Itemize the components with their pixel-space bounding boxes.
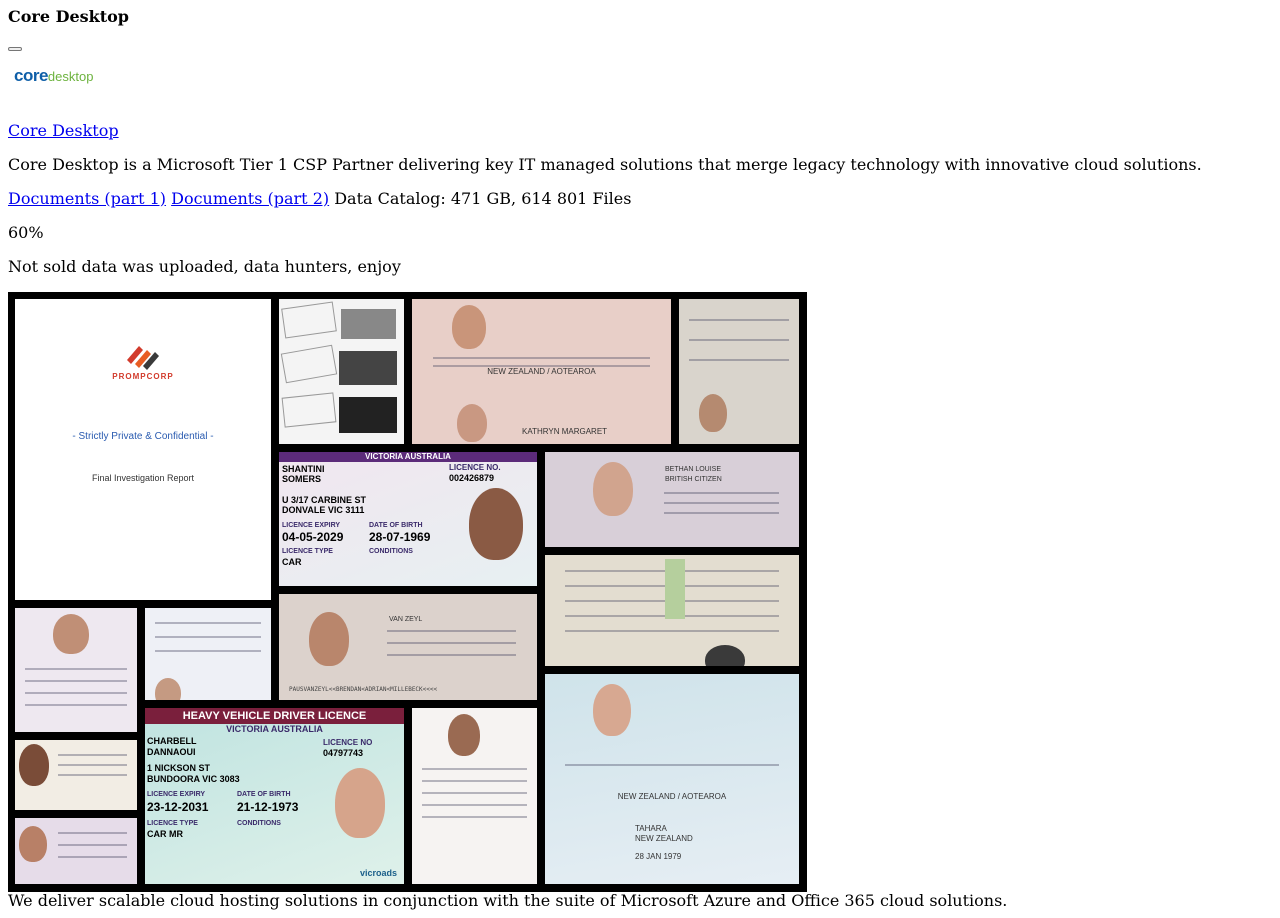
- licence1-expiry: 04-05-2029: [282, 530, 344, 544]
- passport-nz2-name: TAHARA: [635, 824, 667, 833]
- footer-text: We deliver scalable cloud hosting solutions in conjunction with the suite of Microsoft Azure and Office 365 cloud solutions.: [8, 891, 1008, 910]
- passport-nz-name: KATHRYN MARGARET: [522, 427, 608, 436]
- gallery-image-passport-5[interactable]: [145, 608, 271, 700]
- gallery-image-passport-nz[interactable]: [412, 299, 671, 444]
- logo-desktop-text: desktop: [47, 69, 94, 84]
- passport-nz2-country: NEW ZEALAND / AOTEAROA: [617, 792, 727, 801]
- passport-au-mrz: PAUSVANZEYL<<BRENDAN<ADRIAN<MILLEBECK<<<<: [289, 686, 438, 693]
- gallery-image-passport-uk[interactable]: [545, 452, 799, 547]
- gallery-image-passport-3[interactable]: [679, 299, 799, 444]
- licence1-dob: 28-07-1969: [369, 530, 431, 544]
- passport-uk-name: BETHAN LOUISE: [665, 466, 722, 473]
- licence1-type: CAR: [282, 557, 302, 567]
- documents-part1-link[interactable]: Documents (part 1): [8, 189, 167, 208]
- gallery-image-licence-victoria-1[interactable]: [279, 452, 537, 586]
- licence1-header: VICTORIA AUSTRALIA: [279, 452, 537, 462]
- gallery-image-licence-victoria-2[interactable]: [145, 708, 404, 884]
- licence2-no-label: LICENCE NO: [323, 738, 373, 747]
- status-text: Not sold data was uploaded, data hunters, enjoy: [8, 257, 401, 276]
- gallery-image-scanned-cards[interactable]: [279, 299, 404, 444]
- passport-nz2-nationality: NEW ZEALAND: [635, 834, 693, 843]
- licence1-expiry-label: LICENCE EXPIRY: [282, 522, 341, 529]
- gallery-image-passport-au[interactable]: [279, 594, 537, 700]
- page-title: Core Desktop: [8, 7, 129, 26]
- downloads-row: [8, 189, 631, 209]
- logo[interactable]: [14, 66, 93, 88]
- company-link[interactable]: Core Desktop: [8, 121, 119, 140]
- licence1-dob-label: DATE OF BIRTH: [369, 522, 423, 529]
- licence2-banner: HEAVY VEHICLE DRIVER LICENCE: [145, 708, 404, 724]
- licence2-issuer: vicroads: [360, 868, 398, 878]
- passport-nz2-dob: 28 JAN 1979: [635, 852, 682, 861]
- documents-part2-link[interactable]: Documents (part 2): [171, 189, 330, 208]
- licence2-address: 1 NICKSON ST BUNDOORA VIC 3083: [147, 763, 240, 784]
- licence2-conditions: CONDITIONS: [237, 820, 281, 827]
- data-catalog-text: Data Catalog: 471 GB, 614 801 Files: [334, 189, 632, 208]
- prompcorp-logo-icon: [125, 342, 161, 370]
- licence2-no: 04797743: [323, 748, 364, 758]
- report-confidential: - Strictly Private & Confidential -: [72, 431, 214, 442]
- report-brand: PROMPCORP: [112, 372, 174, 381]
- licence1-type-label: LICENCE TYPE: [282, 548, 333, 555]
- menu-toggle-button[interactable]: [8, 47, 22, 51]
- passport-au-name: VAN ZEYL: [389, 616, 423, 623]
- passport-uk-nationality: BRITISH CITIZEN: [665, 476, 722, 483]
- licence2-header: VICTORIA AUSTRALIA: [226, 724, 323, 734]
- gallery-image-report[interactable]: [15, 299, 271, 600]
- licence1-no-label: LICENCE NO.: [449, 463, 501, 472]
- progress-text: 60%: [8, 223, 44, 242]
- company-description: Core Desktop is a Microsoft Tier 1 CSP Partner delivering key IT managed solutions that merge legacy technology with innovative cloud solutions.: [8, 155, 1202, 174]
- gallery-image-passport-4[interactable]: [15, 608, 137, 732]
- licence1-conditions: CONDITIONS: [369, 548, 413, 555]
- gallery-image-document-hellas[interactable]: [545, 555, 799, 666]
- gallery-image-passport-8[interactable]: [15, 818, 137, 884]
- gallery-image-passport-6[interactable]: [412, 708, 537, 884]
- report-title: Final Investigation Report: [91, 473, 195, 483]
- passport-nz-country: NEW ZEALAND / AOTEAROA: [487, 367, 596, 376]
- gallery-image-passport-nz-2[interactable]: [545, 674, 799, 884]
- licence1-address: U 3/17 CARBINE ST DONVALE VIC 3111: [282, 495, 367, 515]
- licence2-type-label: LICENCE TYPE: [147, 820, 198, 827]
- leaked-documents-gallery: [8, 292, 807, 892]
- licence2-dob-label: DATE OF BIRTH: [237, 791, 291, 798]
- licence2-expiry-label: LICENCE EXPIRY: [147, 791, 206, 798]
- licence2-dob: 21-12-1973: [237, 800, 299, 814]
- licence2-type: CAR MR: [147, 829, 183, 839]
- licence1-no: 002426879: [449, 473, 495, 483]
- logo-core-text: core: [14, 66, 48, 85]
- gallery-image-passport-7[interactable]: [15, 740, 137, 810]
- licence2-name: CHARBELL DANNAOUI: [147, 736, 197, 757]
- licence1-name: SHANTINI SOMERS: [282, 464, 325, 484]
- licence2-expiry: 23-12-2031: [147, 800, 209, 814]
